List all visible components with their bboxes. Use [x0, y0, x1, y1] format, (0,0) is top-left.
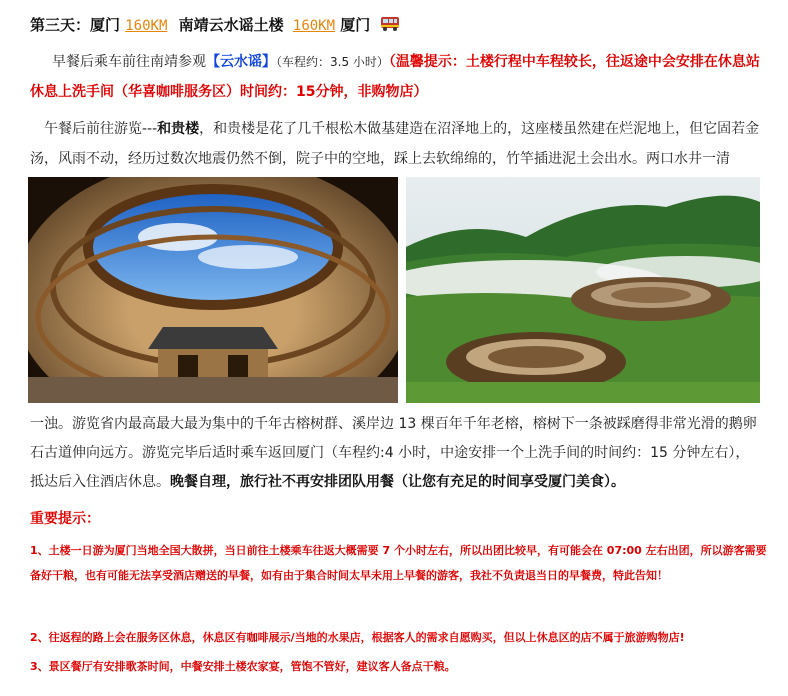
tulou-interior-photo	[28, 177, 398, 403]
warm-tip: （温馨提示：土楼行程中车程较长，往返途中会安排在休息站休息上洗手间（华喜咖啡服务区）时间约：15分钟，非购物店）	[30, 54, 760, 100]
heading-day: 第三天：厦门	[30, 16, 121, 34]
important-title: 重要提示：	[30, 511, 100, 527]
afternoon-paragraph-bottom	[30, 410, 760, 497]
spot-heguilou: 和贵楼	[157, 121, 200, 137]
afternoon-paragraph-top	[30, 114, 760, 176]
drive-duration: （车程约：3.5 小时）	[276, 55, 389, 69]
afternoon-pre: 午餐后前往游览---	[44, 121, 158, 137]
note-2: 2、往返程的路上会在服务区休息，休息区有咖啡展示/当地的水果店，根据客人的需求自愿购买，但以上休息区的店不属于旅游购物店!	[30, 631, 685, 644]
heading-end: 厦门	[340, 16, 371, 34]
morning-paragraph	[30, 47, 760, 107]
afternoon-text-cont: 一浊。游览省内最高最大最为集中的千年古榕树群、溪岸边 13 棵百年千年老榕，榕树下一条被踩磨得非常光滑的鹅卵石古道伸向远方。游览完毕后适时乘车返回厦门（车程约:4 小时，中途安排一个上洗手间的时间约：15 分钟左右），抵达后入住酒店休息。	[30, 416, 757, 490]
note-1: 1、土楼一日游为厦门当地全国大散拼，当日前往土楼乘车往返大概需要 7 个小时左右，所以出团比较早，有可能会在 07:00 左右出团，所以游客需要备好干粮，也有可能无法享受酒店赠送的早餐，如有由于集合时间太早未用上早餐的游客，我社不负责退当日的早餐费，特此告知！	[30, 544, 767, 582]
distance-link-2[interactable]: 160KM	[292, 18, 336, 34]
tulou-landscape-photo	[406, 177, 760, 403]
dinner-note: 晚餐自理，旅行社不再安排团队用餐（让您有充足的时间享受厦门美食）。	[170, 474, 625, 490]
afternoon-text: ，和贵楼是花了几千根松木做基建造在沼泽地上的，这座楼虽然建在烂泥地上，但它固若金汤，风雨不动，经历过数次地震仍然不倒，院子中的空地，踩上去软绵绵的，竹竿插进泥土会出水。两口水井一清	[30, 121, 760, 167]
distance-link-1[interactable]: 160KM	[125, 18, 168, 34]
morning-intro: 早餐后乘车前往南靖参观	[52, 54, 206, 70]
spot-yunshuiyao: 【云水谣】	[206, 54, 276, 70]
day-heading	[30, 14, 400, 35]
bus-icon	[380, 16, 400, 32]
note-3: 3、景区餐厅有安排歌茶时间，中餐安排土楼农家宴，管饱不管好，建议客人备点干粮。	[30, 660, 456, 673]
heading-middle: 南靖云水谣土楼	[178, 16, 284, 34]
